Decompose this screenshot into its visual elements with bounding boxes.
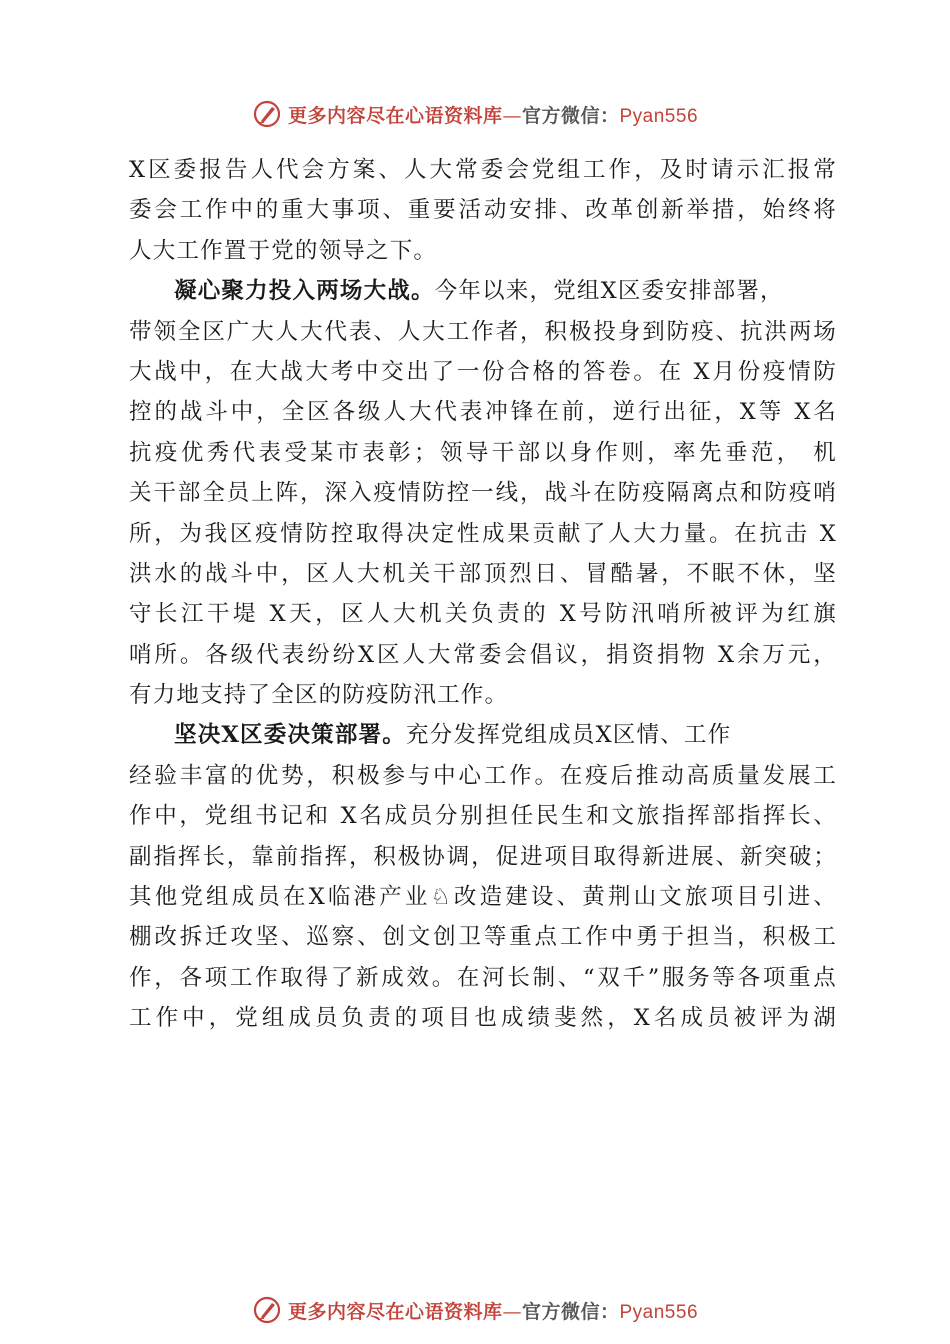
text-line: [129, 635, 837, 675]
text-line: [129, 190, 837, 230]
text-line: [129, 917, 837, 957]
text-line: [129, 837, 837, 877]
watermark-brand: 更多内容尽在心语资料库: [287, 104, 503, 127]
watermark-header: [0, 94, 950, 134]
watermark-text: [288, 1297, 698, 1324]
watermark-brand: 更多内容尽在心语资料库: [287, 1300, 503, 1323]
line-text: 棚改拆迁攻坚、巡察、创文创卫等重点工作中勇于担当，积极工: [129, 924, 837, 951]
line-text: 守长江干堤 X天，区人大机关负责的 X号防汛哨所被评为红旗: [129, 601, 837, 628]
watermark-separator: —: [502, 104, 522, 127]
text-line: [129, 514, 837, 554]
text-line: [129, 271, 837, 311]
line-text: 控的战斗中，全区各级人大代表冲锋在前，逆行出征，X等 X名: [129, 399, 837, 426]
watermark-footer: [0, 1290, 950, 1330]
watermark-separator: —: [502, 1300, 522, 1323]
text-line: [129, 756, 837, 796]
text-line: [129, 877, 837, 917]
quill-logo-icon: [252, 1295, 282, 1325]
text-line: [129, 312, 837, 352]
line-text: 人大工作置于党的领导之下。: [129, 237, 438, 264]
quill-logo-icon: [252, 99, 282, 129]
line-text: 委会工作中的重大事项、重要活动安排、改革创新举措，始终将: [129, 197, 837, 224]
text-line: [129, 958, 837, 998]
line-text: 抗疫优秀代表受某市表彰；领导干部以身作则，率先垂范， 机: [129, 439, 837, 466]
paragraph-lead: 坚决X区委决策部署。: [174, 722, 406, 749]
text-line: [129, 796, 837, 836]
text-line: [129, 998, 837, 1038]
text-line: [129, 473, 837, 513]
line-text: 今年以来，党组X区委安排部署，: [434, 278, 784, 305]
line-text: 工作中，党组成员负责的项目也成绩斐然，X名成员被评为湖: [129, 1005, 837, 1032]
line-text: 哨所。各级代表纷纷X区人大常委会倡议，捐资捐物 X余万元，: [129, 641, 837, 668]
watermark-text: [288, 101, 698, 128]
watermark-id: Pyan556: [619, 105, 699, 127]
line-text: 作，各项工作取得了新成效。在河长制、“双千”服务等各项重点: [129, 964, 837, 991]
line-text: 洪水的战斗中，区人大机关干部顶烈日、冒酷暑，不眠不休，坚: [129, 560, 837, 587]
line-text: 其他党组成员在X临港产业♘改造建设、黄荆山文旅项目引进、: [129, 884, 837, 911]
paragraph-lead: 凝心聚力投入两场大战。: [174, 278, 435, 305]
line-text: 有力地支持了全区的防疫防汛工作。: [129, 682, 509, 709]
document-body: [129, 150, 837, 1039]
text-line: [129, 715, 837, 755]
line-text: 作中，党组书记和 X名成员分别担任民生和文旅指挥部指挥长、: [129, 803, 837, 830]
line-text: 带领全区广大人大代表、人大工作者，积极投身到防疫、抗洪两场: [129, 318, 837, 345]
line-text: X区委报告人代会方案、人大常委会党组工作，及时请示汇报常: [129, 157, 837, 183]
line-text: 充分发挥党组成员X区情、工作: [405, 722, 732, 749]
text-line: [129, 231, 837, 271]
watermark-label: 官方微信：: [521, 104, 620, 127]
line-text: 大战中，在大战大考中交出了一份合格的答卷。在 X月份疫情防: [129, 358, 837, 385]
watermark-id: Pyan556: [619, 1301, 699, 1323]
text-line: [129, 594, 837, 634]
text-line: [129, 433, 837, 473]
text-line: [129, 150, 837, 190]
text-line: [129, 352, 837, 392]
line-text: 关干部全员上阵，深入疫情防控一线，战斗在防疫隔离点和防疫哨: [129, 480, 837, 507]
line-text: 所，为我区疫情防控取得决定性成果贡献了人大力量。在抗击 X: [129, 520, 837, 547]
text-line: [129, 392, 837, 432]
watermark-label: 官方微信：: [521, 1300, 620, 1323]
line-text: 副指挥长，靠前指挥，积极协调，促进项目取得新进展、新突破；: [129, 843, 837, 870]
line-text: 经验丰富的优势，积极参与中心工作。在疫后推动高质量发展工: [129, 762, 837, 789]
text-line: [129, 675, 837, 715]
text-line: [129, 554, 837, 594]
